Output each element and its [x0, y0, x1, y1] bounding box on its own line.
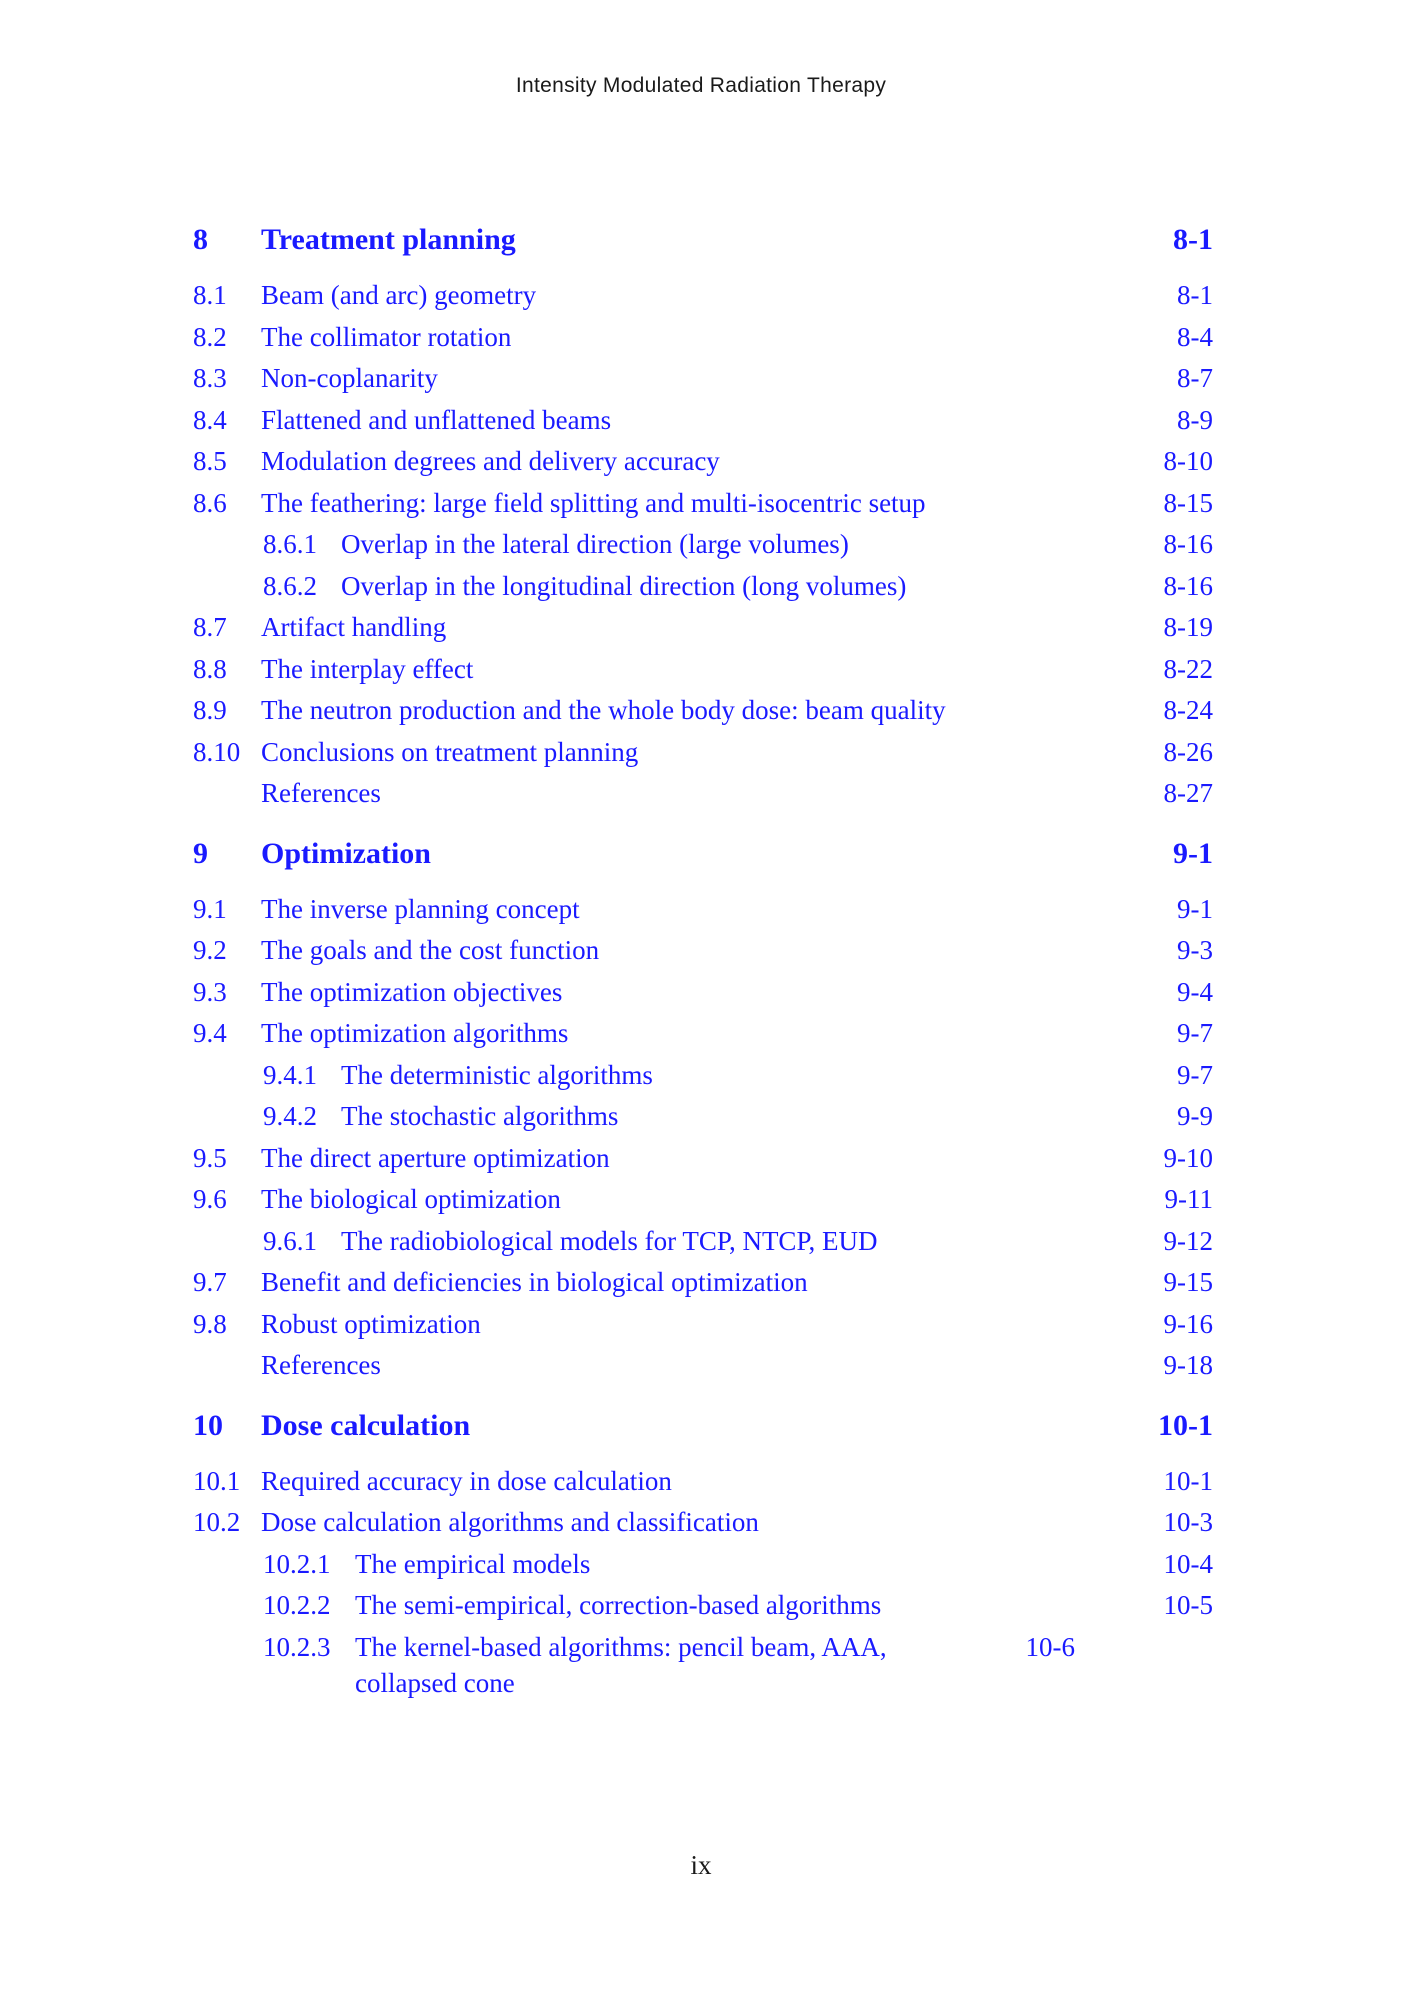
- toc-entry[interactable]: [193, 930, 1213, 972]
- entry-page: 8-19: [1163, 612, 1213, 642]
- chapter-page: 10-1: [1158, 1408, 1213, 1442]
- toc-subentry[interactable]: [193, 524, 1213, 566]
- chapter-10: [193, 1409, 1213, 1701]
- entry-page: 8-4: [1177, 321, 1213, 352]
- entry-number: 8.5: [193, 446, 227, 476]
- chapter-9: [193, 837, 1213, 1387]
- entry-number: 10.2.3: [263, 1631, 331, 1662]
- entry-page: 9-4: [1177, 976, 1213, 1007]
- entry-number: 9.4.2: [263, 1101, 317, 1131]
- entry-title: Overlap in the longitudinal direction (long volumes): [341, 570, 907, 601]
- toc-entry[interactable]: [193, 889, 1213, 931]
- table-of-contents: [193, 223, 1213, 1723]
- entry-page: 10-3: [1163, 1507, 1213, 1537]
- entry-page: 8-16: [1163, 529, 1213, 559]
- chapter-heading[interactable]: [193, 1409, 1213, 1461]
- chapter-title: Treatment planning: [261, 223, 516, 256]
- entry-page: 9-12: [1163, 1225, 1213, 1256]
- toc-entry[interactable]: [193, 400, 1213, 442]
- entry-page: 9-7: [1177, 1018, 1213, 1048]
- chapter-title: Optimization: [261, 836, 431, 870]
- entry-title: The optimization objectives: [261, 976, 563, 1007]
- entry-number: 8.4: [193, 404, 227, 435]
- entry-number: 8.6: [193, 487, 227, 518]
- entry-page: 8-7: [1177, 363, 1213, 393]
- toc-entry[interactable]: [193, 972, 1213, 1014]
- entry-title: Overlap in the lateral direction (large volumes): [341, 529, 849, 559]
- entry-number: 8.10: [193, 736, 241, 767]
- entry-page: 9-1: [1177, 893, 1213, 924]
- toc-entry[interactable]: [193, 1262, 1213, 1304]
- entry-title: The biological optimization: [261, 1184, 561, 1214]
- entry-page: 8-1: [1177, 280, 1213, 310]
- entry-page: 8-16: [1163, 570, 1213, 601]
- entry-title: Beam (and arc) geometry: [261, 280, 537, 310]
- entry-number: 9.1: [193, 893, 227, 924]
- entry-page: 8-27: [1163, 778, 1213, 808]
- entry-number: 8.6.2: [263, 570, 317, 601]
- entry-title: References: [261, 778, 381, 808]
- entry-page: 9-15: [1163, 1267, 1213, 1297]
- entry-page: 8-26: [1163, 736, 1213, 767]
- toc-entry[interactable]: [193, 1138, 1213, 1180]
- toc-entry[interactable]: [193, 1502, 1213, 1544]
- entry-title: Conclusions on treatment planning: [261, 736, 639, 767]
- entry-title: Non-coplanarity: [261, 363, 438, 393]
- toc-subentry[interactable]: [193, 1096, 1213, 1138]
- toc-references[interactable]: [193, 773, 1213, 815]
- entry-title: The collimator rotation: [261, 321, 512, 352]
- entry-page: 9-18: [1163, 1350, 1213, 1380]
- entry-title: The neutron production and the whole body dose: beam quality: [261, 695, 946, 725]
- entry-number: 8.8: [193, 653, 227, 684]
- toc-subentry[interactable]: [193, 1055, 1213, 1097]
- entry-page: 9-9: [1177, 1101, 1213, 1131]
- entry-title: The radiobiological models for TCP, NTCP, EUD: [341, 1225, 878, 1256]
- toc-entry[interactable]: [193, 732, 1213, 774]
- toc-references[interactable]: [193, 1345, 1213, 1387]
- entry-page: 8-24: [1163, 695, 1213, 725]
- chapter-number: 9: [193, 836, 208, 870]
- entry-page: 9-7: [1177, 1059, 1213, 1090]
- entry-page: 10-1: [1163, 1465, 1213, 1496]
- entry-page: 10-4: [1163, 1548, 1213, 1579]
- entry-page: 10-5: [1163, 1590, 1213, 1620]
- entry-page: 9-16: [1163, 1308, 1213, 1339]
- entry-number: 10.1: [193, 1465, 241, 1496]
- entry-number: 8.9: [193, 695, 227, 725]
- entry-title: The goals and the cost function: [261, 935, 600, 965]
- toc-entry[interactable]: [193, 441, 1213, 483]
- entry-title: The stochastic algorithms: [341, 1101, 619, 1131]
- entry-title: References: [261, 1350, 381, 1380]
- entry-number: 9.8: [193, 1308, 227, 1339]
- entry-title: Robust optimization: [261, 1308, 481, 1339]
- toc-entry[interactable]: [193, 649, 1213, 691]
- entry-page: 8-10: [1163, 446, 1213, 476]
- entry-title: Dose calculation algorithms and classification: [261, 1507, 759, 1537]
- entry-page: 8-9: [1177, 404, 1213, 435]
- toc-entry[interactable]: [193, 690, 1213, 732]
- entry-number: 10.2.1: [263, 1548, 331, 1579]
- entry-title: The kernel-based algorithms: pencil beam, AAA, collapsed cone: [355, 1631, 887, 1698]
- entry-page: 9-3: [1177, 935, 1213, 965]
- chapter-title: Dose calculation: [261, 1408, 471, 1442]
- toc-entry[interactable]: [193, 358, 1213, 400]
- toc-subentry[interactable]: [193, 1627, 1213, 1701]
- entry-number: 8.2: [193, 321, 227, 352]
- entry-number: 9.4.1: [263, 1059, 317, 1090]
- entry-page: 8-22: [1163, 653, 1213, 684]
- entry-number: 8.7: [193, 612, 227, 642]
- entry-number: 9.6.1: [263, 1225, 317, 1256]
- entry-title: Flattened and unflattened beams: [261, 404, 612, 435]
- entry-title: The inverse planning concept: [261, 893, 580, 924]
- entry-title: The direct aperture optimization: [261, 1142, 610, 1173]
- toc-entry[interactable]: [193, 1304, 1213, 1346]
- entry-number: 9.3: [193, 976, 227, 1007]
- toc-entry[interactable]: [193, 607, 1213, 649]
- toc-subentry[interactable]: [193, 1544, 1213, 1586]
- toc-subentry[interactable]: [193, 566, 1213, 608]
- entry-number: 9.6: [193, 1184, 227, 1214]
- toc-entry[interactable]: [193, 1013, 1213, 1055]
- entry-number: 10.2.2: [263, 1590, 331, 1620]
- entry-title: Required accuracy in dose calculation: [261, 1465, 672, 1496]
- toc-subentry[interactable]: [193, 1585, 1213, 1627]
- chapter-heading[interactable]: [193, 223, 1213, 275]
- entry-number: 9.7: [193, 1267, 227, 1297]
- entry-title: The optimization algorithms: [261, 1018, 569, 1048]
- chapter-8: [193, 223, 1213, 815]
- entry-number: 9.4: [193, 1018, 227, 1048]
- entry-number: 8.3: [193, 363, 227, 393]
- entry-number: 8.1: [193, 280, 227, 310]
- page-number: ix: [690, 1850, 712, 1880]
- running-header: Intensity Modulated Radiation Therapy: [515, 74, 887, 97]
- entry-title: Benefit and deficiencies in biological optimization: [261, 1267, 808, 1297]
- entry-page: 9-11: [1164, 1184, 1213, 1214]
- toc-subentry[interactable]: [193, 1221, 1213, 1263]
- chapter-number: 10: [193, 1408, 223, 1442]
- entry-title: The deterministic algorithms: [341, 1059, 653, 1090]
- entry-page: 8-15: [1163, 487, 1213, 518]
- toc-entry[interactable]: [193, 275, 1213, 317]
- toc-entry[interactable]: [193, 483, 1213, 525]
- entry-page: 10-6: [1025, 1631, 1075, 1662]
- toc-entry[interactable]: [193, 1461, 1213, 1503]
- entry-number: 8.6.1: [263, 529, 317, 559]
- entry-title: The semi-empirical, correction-based algorithms: [355, 1590, 882, 1620]
- chapter-page: 9-1: [1173, 836, 1213, 870]
- entry-number: 9.5: [193, 1142, 227, 1173]
- entry-number: 10.2: [193, 1507, 241, 1537]
- toc-entry[interactable]: [193, 1179, 1213, 1221]
- chapter-number: 8: [193, 223, 208, 256]
- entry-title: Artifact handling: [261, 612, 447, 642]
- entry-title: The feathering: large field splitting and multi-isocentric setup: [261, 487, 926, 518]
- chapter-heading[interactable]: [193, 837, 1213, 889]
- chapter-page: 8-1: [1173, 223, 1213, 256]
- entry-page: 9-10: [1163, 1142, 1213, 1173]
- entry-title: The empirical models: [355, 1548, 591, 1579]
- entry-title: Modulation degrees and delivery accuracy: [261, 446, 720, 476]
- entry-number: 9.2: [193, 935, 227, 965]
- entry-title: The interplay effect: [261, 653, 474, 684]
- toc-entry[interactable]: [193, 317, 1213, 359]
